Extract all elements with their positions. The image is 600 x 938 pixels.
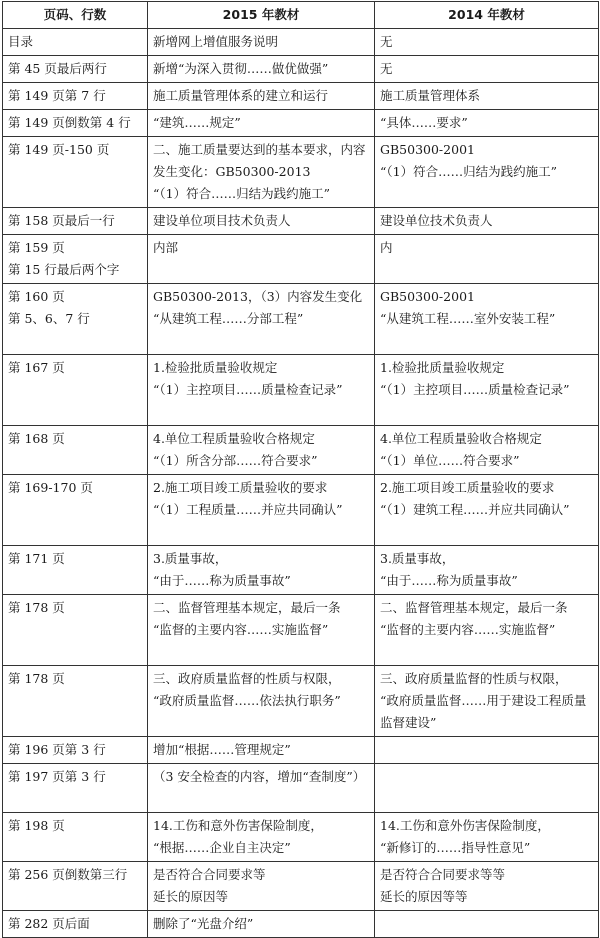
- header-row: [3, 2, 599, 29]
- cell-2014: [375, 284, 599, 355]
- cell-page-line: [3, 595, 148, 666]
- cell-page-line: [3, 426, 148, 475]
- cell-text: “（1）所含分部……符合要求”: [153, 453, 318, 468]
- cell-text: 第 169-170 页: [8, 480, 93, 495]
- cell-2014: [375, 110, 599, 137]
- table-row: [3, 355, 599, 426]
- cell-text: “（1）建筑工程……并应共同确认”: [380, 502, 570, 517]
- table-row: [3, 595, 599, 666]
- cell-text: 14.工伤和意外伤害保险制度，: [153, 818, 323, 833]
- cell-2015: [148, 813, 375, 862]
- table-row: [3, 426, 599, 475]
- cell-page-line: [3, 475, 148, 546]
- cell-2015: [148, 426, 375, 475]
- cell-text: “由于……称为质量事故”: [153, 573, 291, 588]
- table-body: [3, 29, 599, 938]
- cell-text: 新增“为深入贯彻……做优做强”: [153, 61, 329, 76]
- cell-2014: [375, 862, 599, 911]
- cell-text: 第 5、6、7 行: [8, 311, 90, 326]
- cell-page-line: [3, 56, 148, 83]
- cell-2014: [375, 813, 599, 862]
- cell-text: 3.质量事故，: [380, 551, 455, 566]
- comparison-table: [2, 1, 599, 938]
- cell-page-line: [3, 813, 148, 862]
- cell-text: 延长的原因等: [153, 889, 229, 904]
- cell-text: 内部: [153, 240, 179, 255]
- cell-text: 1.检验批质量验收规定: [153, 360, 278, 375]
- cell-2015: [148, 56, 375, 83]
- cell-text: “监督的主要内容……实施监督”: [153, 622, 329, 637]
- cell-text: 二、监督管理基本规定，最后一条: [380, 600, 568, 615]
- cell-2014: [375, 475, 599, 546]
- cell-page-line: [3, 235, 148, 284]
- cell-text: “从建筑工程……室外安装工程”: [380, 311, 556, 326]
- cell-2015: [148, 862, 375, 911]
- cell-2014: [375, 737, 599, 764]
- cell-text: 第 282 页后面: [8, 916, 90, 931]
- table-row: [3, 666, 599, 737]
- cell-text: 第 149 页-150 页: [8, 142, 110, 157]
- cell-page-line: [3, 208, 148, 235]
- table-row: [3, 475, 599, 546]
- cell-2015: [148, 110, 375, 137]
- cell-page-line: [3, 862, 148, 911]
- cell-2014: [375, 56, 599, 83]
- cell-text: “从建筑工程……分部工程”: [153, 311, 304, 326]
- cell-text: “（1）符合……归结为践约施工”: [153, 186, 330, 201]
- cell-text: 第 15 行最后两个字: [8, 262, 120, 277]
- cell-text: 删除了“光盘介绍”: [153, 916, 254, 931]
- cell-text: 无: [380, 34, 393, 49]
- table-row: [3, 56, 599, 83]
- cell-text: 3.质量事故，: [153, 551, 228, 566]
- cell-page-line: [3, 110, 148, 137]
- cell-text: 无: [380, 61, 393, 76]
- cell-text: “建筑……规定”: [153, 115, 241, 130]
- table-row: [3, 813, 599, 862]
- cell-text: GB50300-2013，（3）内容发生变化: [153, 289, 363, 304]
- cell-text: “（1）主控项目……质量检查记录”: [153, 382, 343, 397]
- cell-2014: [375, 137, 599, 208]
- cell-2014: [375, 595, 599, 666]
- cell-2014: [375, 764, 599, 813]
- cell-text: “新修订的……指导性意见”: [380, 840, 531, 855]
- cell-2015: [148, 29, 375, 56]
- cell-text: 第 197 页第 3 行: [8, 769, 106, 784]
- cell-page-line: [3, 284, 148, 355]
- cell-2015: [148, 83, 375, 110]
- cell-text: 延长的原因等等: [380, 889, 468, 904]
- cell-text: 1.检验批质量验收规定: [380, 360, 505, 375]
- cell-2014: [375, 355, 599, 426]
- cell-2015: [148, 208, 375, 235]
- cell-text: 二、监督管理基本规定，最后一条: [153, 600, 341, 615]
- cell-text: 目录: [8, 34, 34, 49]
- cell-text: 第 196 页第 3 行: [8, 742, 106, 757]
- cell-text: “具体……要求”: [380, 115, 468, 130]
- cell-text: 建设单位项目技术负责人: [153, 213, 291, 228]
- table-row: [3, 862, 599, 911]
- cell-page-line: [3, 137, 148, 208]
- cell-text: 二、施工质量要达到的基本要求，内容发生变化：GB50300-2013: [153, 142, 366, 179]
- cell-text: 是否符合合同要求等等: [380, 867, 506, 882]
- cell-text: 是否符合合同要求等: [153, 867, 266, 882]
- cell-text: 三、政府质量监督的性质与权限，: [380, 671, 568, 686]
- cell-text: 第 167 页: [8, 360, 65, 375]
- cell-text: 第 158 页最后一行: [8, 213, 115, 228]
- cell-2014: [375, 666, 599, 737]
- cell-text: “（1）主控项目……质量检查记录”: [380, 382, 570, 397]
- cell-2015: [148, 235, 375, 284]
- cell-2015: [148, 911, 375, 938]
- cell-text: GB50300-2001: [380, 142, 475, 157]
- cell-text: 建设单位技术负责人: [380, 213, 493, 228]
- table-row: [3, 235, 599, 284]
- cell-page-line: [3, 29, 148, 56]
- cell-text: 第 198 页: [8, 818, 65, 833]
- cell-2014: [375, 29, 599, 56]
- cell-text: 新增网上增值服务说明: [153, 34, 279, 49]
- cell-text: 增加“根据……管理规定”: [153, 742, 291, 757]
- cell-text: 第 160 页: [8, 289, 65, 304]
- table-row: [3, 764, 599, 813]
- cell-text: “根据……企业自主决定”: [153, 840, 291, 855]
- cell-page-line: [3, 737, 148, 764]
- header-2015-edition: 2015 年教材: [148, 2, 375, 29]
- cell-text: 第 168 页: [8, 431, 65, 446]
- cell-text: “政府质量监督……依法执行职务”: [153, 693, 341, 708]
- header-2014-edition: 2014 年教材: [375, 2, 599, 29]
- cell-page-line: [3, 355, 148, 426]
- cell-2014: [375, 546, 599, 595]
- cell-2015: [148, 284, 375, 355]
- cell-text: 内: [380, 240, 393, 255]
- cell-2015: [148, 355, 375, 426]
- cell-text: “（1）符合……归结为践约施工”: [380, 164, 557, 179]
- cell-text: 第 149 页第 7 行: [8, 88, 106, 103]
- cell-page-line: [3, 83, 148, 110]
- cell-text: 14.工伤和意外伤害保险制度，: [380, 818, 550, 833]
- table-row: [3, 137, 599, 208]
- table-row: [3, 284, 599, 355]
- cell-text: “政府质量监督……用于建设工程质量监督建设”: [380, 693, 587, 730]
- cell-text: 第 171 页: [8, 551, 65, 566]
- cell-page-line: [3, 546, 148, 595]
- cell-2015: [148, 546, 375, 595]
- table-row: [3, 83, 599, 110]
- cell-text: 第 256 页倒数第三行: [8, 867, 128, 882]
- cell-text: 2.施工项目竣工质量验收的要求: [153, 480, 328, 495]
- cell-text: “（1）工程质量……并应共同确认”: [153, 502, 343, 517]
- cell-text: 施工质量管理体系的建立和运行: [153, 88, 329, 103]
- cell-2015: [148, 475, 375, 546]
- cell-page-line: [3, 764, 148, 813]
- table-row: [3, 737, 599, 764]
- cell-text: 4.单位工程质量验收合格规定: [380, 431, 542, 446]
- cell-text: 三、政府质量监督的性质与权限，: [153, 671, 341, 686]
- cell-text: 4.单位工程质量验收合格规定: [153, 431, 315, 446]
- cell-text: “（1）单位……符合要求”: [380, 453, 520, 468]
- cell-text: 第 159 页: [8, 240, 65, 255]
- cell-page-line: [3, 666, 148, 737]
- cell-text: “监督的主要内容……实施监督”: [380, 622, 556, 637]
- cell-2015: [148, 764, 375, 813]
- cell-page-line: [3, 911, 148, 938]
- cell-text: 2.施工项目竣工质量验收的要求: [380, 480, 555, 495]
- cell-text: 第 178 页: [8, 671, 65, 686]
- cell-text: （3 安全检查的内容，增加“查制度”）: [153, 769, 366, 784]
- table-row: [3, 911, 599, 938]
- cell-2014: [375, 83, 599, 110]
- header-page-line: 页码、行数: [3, 2, 148, 29]
- cell-2014: [375, 911, 599, 938]
- cell-text: GB50300-2001: [380, 289, 475, 304]
- cell-text: 第 178 页: [8, 600, 65, 615]
- cell-text: 第 149 页倒数第 4 行: [8, 115, 131, 130]
- table-row: [3, 208, 599, 235]
- cell-2015: [148, 666, 375, 737]
- cell-2015: [148, 737, 375, 764]
- cell-2014: [375, 208, 599, 235]
- cell-text: 施工质量管理体系: [380, 88, 481, 103]
- cell-2015: [148, 137, 375, 208]
- table-row: [3, 110, 599, 137]
- cell-text: “由于……称为质量事故”: [380, 573, 518, 588]
- cell-2015: [148, 595, 375, 666]
- cell-2014: [375, 235, 599, 284]
- cell-2014: [375, 426, 599, 475]
- cell-text: 第 45 页最后两行: [8, 61, 107, 76]
- table-row: [3, 29, 599, 56]
- table-row: [3, 546, 599, 595]
